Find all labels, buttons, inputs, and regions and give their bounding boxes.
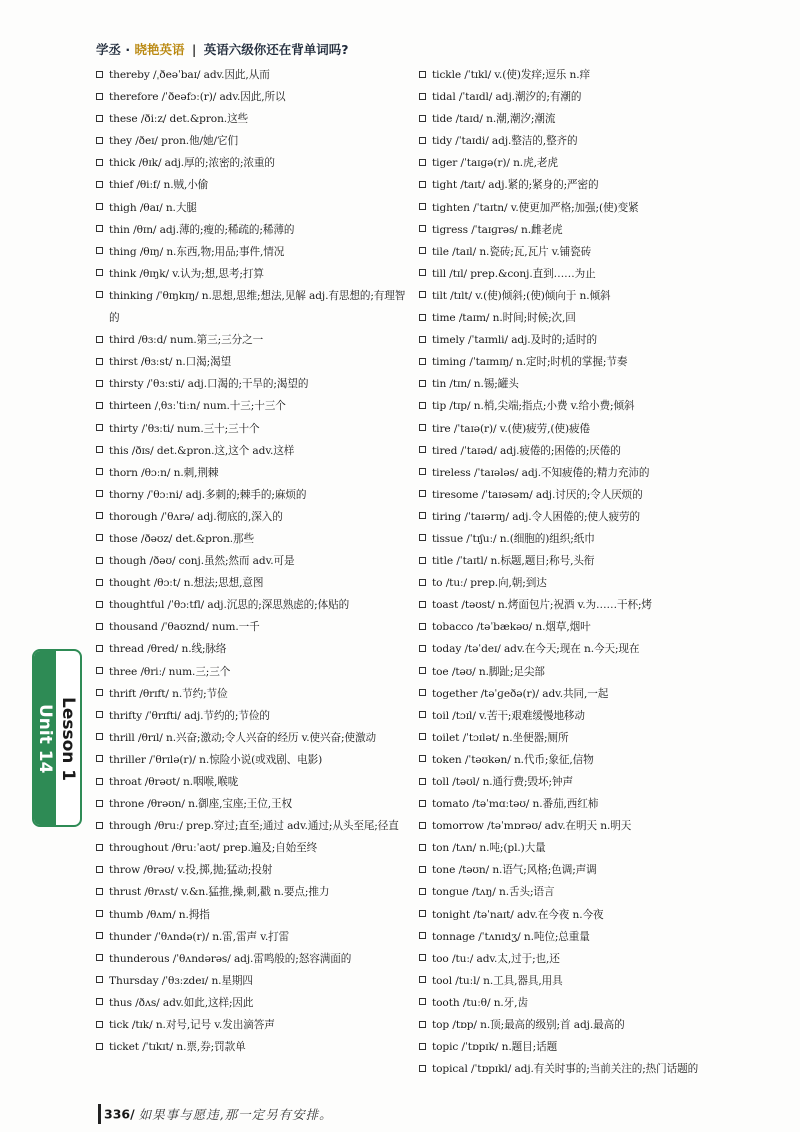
checkbox-icon[interactable]: [96, 1021, 103, 1028]
word-text: timing /ˈtaɪmɪŋ/ n.定时;时机的掌握;节奏: [432, 356, 628, 369]
word-text: thirteen /ˌθɜːˈtiːn/ num.十三;十三个: [109, 400, 286, 413]
word-text: tool /tuːl/ n.工具,器具,用具: [432, 974, 563, 987]
checkbox-icon[interactable]: [419, 733, 426, 740]
checkbox-icon[interactable]: [96, 490, 103, 497]
word-entry: [96, 594, 408, 616]
checkbox-icon[interactable]: [419, 1043, 426, 1050]
checkbox-icon[interactable]: [419, 557, 426, 564]
word-text: throughout /θruːˈaʊt/ prep.遍及;自始至终: [109, 842, 318, 855]
word-entry: [419, 1036, 749, 1058]
checkbox-icon[interactable]: [96, 446, 103, 453]
word-entry: [96, 638, 408, 660]
word-entry: [419, 616, 749, 638]
word-text: topical /ˈtɒpɪkl/ adj.有关时事的;当前关注的;热门话题的: [432, 1063, 699, 1076]
word-entry: [96, 837, 408, 859]
checkbox-icon[interactable]: [96, 534, 103, 541]
word-text: thigh /θaɪ/ n.大腿: [109, 201, 197, 214]
word-entry: [419, 859, 749, 881]
word-text: thunderous /ˈθʌndərəs/ adj.雷鸣般的;怒容满面的: [109, 952, 352, 965]
checkbox-icon[interactable]: [419, 314, 426, 321]
word-entry: [96, 506, 408, 528]
word-entry: [96, 992, 408, 1014]
word-text: tin /tɪn/ n.锡;罐头: [432, 378, 519, 391]
footer-rule: [98, 1104, 101, 1124]
checkbox-icon[interactable]: [96, 512, 103, 519]
checkbox-icon[interactable]: [96, 225, 103, 232]
word-text: tire /ˈtaɪə(r)/ v.(使)疲劳,(使)疲倦: [432, 422, 590, 435]
checkbox-icon[interactable]: [96, 800, 103, 807]
word-text: Thursday /ˈθɜːzdeɪ/ n.星期四: [109, 974, 253, 987]
word-entry: [96, 395, 408, 417]
word-entry: [419, 948, 749, 970]
checkbox-icon[interactable]: [96, 424, 103, 431]
word-entry: [419, 749, 749, 771]
word-text: through /θruː/ prep.穿过;直至;通过 adv.通过;从头至尾;径直: [109, 820, 399, 833]
checkbox-icon[interactable]: [96, 623, 103, 630]
word-entry: [96, 793, 408, 815]
checkbox-icon[interactable]: [96, 247, 103, 254]
word-text: toilet /ˈtɔɪlət/ n.坐便器;厕所: [432, 731, 569, 744]
checkbox-icon[interactable]: [96, 888, 103, 895]
checkbox-icon[interactable]: [96, 976, 103, 983]
checkbox-icon[interactable]: [419, 336, 426, 343]
checkbox-icon[interactable]: [419, 137, 426, 144]
word-text: thing /θɪŋ/ n.东西,物;用品;事件,情况: [109, 245, 285, 258]
word-entry: [419, 992, 749, 1014]
checkbox-icon[interactable]: [419, 667, 426, 674]
word-entry: [419, 130, 749, 152]
word-entry: [419, 638, 749, 660]
word-entry: [96, 572, 408, 594]
word-text: time /taɪm/ n.时间;时候;次,回: [432, 312, 576, 325]
checkbox-icon[interactable]: [96, 755, 103, 762]
word-text: to /tuː/ prep.向,朝;到达: [432, 577, 547, 590]
unit-label: Unit 14: [34, 651, 56, 825]
word-text: ton /tʌn/ n.吨;(pl.)大量: [432, 842, 546, 855]
word-entry: [96, 418, 408, 440]
word-text: thief /θiːf/ n.贼,小偷: [109, 179, 209, 192]
word-entry: [419, 174, 749, 196]
checkbox-icon[interactable]: [96, 115, 103, 122]
checkbox-icon[interactable]: [419, 247, 426, 254]
word-entry: [419, 307, 749, 329]
word-text: three /θriː/ num.三;三个: [109, 665, 231, 678]
word-text: they /ðeɪ/ pron.他/她/它们: [109, 135, 238, 148]
word-entry: [419, 484, 749, 506]
word-text: thought /θɔːt/ n.想法;思想,意图: [109, 577, 264, 590]
word-entry: [96, 528, 408, 550]
word-entry: [419, 197, 749, 219]
word-entry: [419, 705, 749, 727]
book-title: 英语六级你还在背单词吗?: [203, 42, 349, 57]
word-text: thirsty /ˈθɜːsti/ adj.口渴的;干旱的;渴望的: [109, 378, 309, 391]
word-entry: [419, 351, 749, 373]
page-header: [96, 40, 349, 58]
word-entry: [419, 373, 749, 395]
word-entry: [419, 418, 749, 440]
word-entry: [96, 815, 408, 837]
page-footer: [98, 1104, 333, 1124]
footer-motto: 如果事与愿违,那一定另有安排。: [138, 1107, 333, 1122]
word-entry: [96, 705, 408, 727]
word-entry: [96, 661, 408, 683]
word-entry: [419, 904, 749, 926]
word-entry: [96, 749, 408, 771]
word-entry: [96, 241, 408, 263]
word-entry: [419, 815, 749, 837]
checkbox-icon[interactable]: [96, 402, 103, 409]
word-text: third /θɜːd/ num.第三;三分之一: [109, 334, 264, 347]
checkbox-icon[interactable]: [419, 291, 426, 298]
checkbox-icon[interactable]: [96, 932, 103, 939]
checkbox-icon[interactable]: [419, 866, 426, 873]
word-entry: [96, 904, 408, 926]
word-text: tissue /ˈtɪʃuː/ n.(细胞的)组织;纸巾: [432, 532, 595, 545]
word-text: thriller /ˈθrɪlə(r)/ n.惊险小说(或戏剧、电影): [109, 753, 323, 766]
checkbox-icon[interactable]: [96, 844, 103, 851]
checkbox-icon[interactable]: [96, 159, 103, 166]
word-text: thumb /θʌm/ n.拇指: [109, 908, 210, 921]
word-text: therefore /ˈðeəfɔː(r)/ adv.因此,所以: [109, 91, 286, 104]
word-entry: [419, 1058, 749, 1080]
word-entry: [419, 86, 749, 108]
word-text: tile /taɪl/ n.瓷砖;瓦,瓦片 v.铺瓷砖: [432, 245, 592, 258]
checkbox-icon[interactable]: [419, 225, 426, 232]
word-entry: [419, 285, 749, 307]
word-text: tiring /ˈtaɪərɪŋ/ adj.令人困倦的;使人疲劳的: [432, 510, 640, 523]
word-text: tighten /ˈtaɪtn/ v.使更加严格;加强;(使)变紧: [432, 201, 639, 214]
checkbox-icon[interactable]: [419, 468, 426, 475]
word-entry: [96, 1014, 408, 1036]
word-entry: [96, 881, 408, 903]
word-text: tooth /tuːθ/ n.牙,齿: [432, 996, 528, 1009]
word-text: topic /ˈtɒpɪk/ n.题目;话题: [432, 1041, 558, 1054]
word-entry: [96, 373, 408, 395]
word-text: tidal /ˈtaɪdl/ adj.潮汐的;有潮的: [432, 91, 582, 104]
checkbox-icon[interactable]: [96, 137, 103, 144]
checkbox-icon[interactable]: [96, 291, 103, 298]
checkbox-icon[interactable]: [96, 358, 103, 365]
word-text: thrifty /ˈθrɪfti/ adj.节约的;节俭的: [109, 709, 270, 722]
word-text: thereby /ˌðeəˈbaɪ/ adv.因此,从而: [109, 69, 270, 81]
word-text: thorny /ˈθɔːni/ adj.多刺的;棘手的;麻烦的: [109, 488, 307, 501]
checkbox-icon[interactable]: [96, 71, 103, 78]
word-entry: [419, 506, 749, 528]
word-entry: [96, 440, 408, 462]
checkbox-icon[interactable]: [96, 468, 103, 475]
lesson-label: Lesson 1: [58, 696, 78, 782]
word-text: thoughtful /ˈθɔːtfl/ adj.沉思的;深思熟虑的;体贴的: [109, 599, 350, 612]
word-text: token /ˈtəʊkən/ n.代币;象征,信物: [432, 753, 594, 766]
word-entry: [419, 727, 749, 749]
word-entry: [96, 926, 408, 948]
checkbox-icon[interactable]: [419, 711, 426, 718]
word-text: thus /ðʌs/ adv.如此,这样;因此: [109, 996, 254, 1009]
checkbox-icon[interactable]: [96, 711, 103, 718]
checkbox-icon[interactable]: [96, 380, 103, 387]
checkbox-icon[interactable]: [96, 336, 103, 343]
checkbox-icon[interactable]: [419, 601, 426, 608]
word-text: thousand /ˈθaʊznd/ num.一千: [109, 621, 260, 634]
word-entry: [419, 395, 749, 417]
word-entry: [419, 152, 749, 174]
checkbox-icon[interactable]: [96, 689, 103, 696]
left-word-column: [96, 64, 408, 1058]
word-entry: [96, 484, 408, 506]
word-text: timely /ˈtaɪmli/ adj.及时的;适时的: [432, 334, 597, 347]
checkbox-icon[interactable]: [419, 380, 426, 387]
word-entry: [419, 329, 749, 351]
word-entry: [419, 462, 749, 484]
word-entry: [96, 152, 408, 174]
checkbox-icon[interactable]: [96, 998, 103, 1005]
unit-lesson-tab: [32, 649, 82, 827]
checkbox-icon[interactable]: [96, 579, 103, 586]
word-text: thread /θred/ n.线;脉络: [109, 643, 227, 656]
word-text: thin /θɪn/ adj.薄的;瘦的;稀疏的;稀薄的: [109, 223, 295, 236]
word-entry: [419, 263, 749, 285]
word-entry: [96, 1036, 408, 1058]
word-entry: [419, 970, 749, 992]
checkbox-icon[interactable]: [419, 269, 426, 276]
word-text: tireless /ˈtaɪələs/ adj.不知疲倦的;精力充沛的: [432, 466, 650, 479]
word-text: this /ðɪs/ det.&pron.这,这个 adv.这样: [109, 444, 295, 457]
checkbox-icon[interactable]: [419, 755, 426, 762]
checkbox-icon[interactable]: [419, 579, 426, 586]
checkbox-icon[interactable]: [96, 557, 103, 564]
word-text: tick /tɪk/ n.对号,记号 v.发出滴答声: [109, 1019, 275, 1032]
word-text: toast /təʊst/ n.烤面包片;祝酒 v.为……干杯;烤: [432, 599, 652, 612]
word-text: top /tɒp/ n.顶;最高的级别;首 adj.最高的: [432, 1019, 625, 1032]
checkbox-icon[interactable]: [419, 822, 426, 829]
word-entry: [96, 174, 408, 196]
word-entry: [419, 881, 749, 903]
word-text: tomorrow /təˈmɒrəʊ/ adv.在明天 n.明天: [432, 820, 632, 833]
checkbox-icon[interactable]: [419, 800, 426, 807]
word-text: ticket /ˈtɪkɪt/ n.票,券;罚款单: [109, 1041, 246, 1054]
word-text: thirst /θɜːst/ n.口渴;渴望: [109, 356, 232, 369]
word-entry: [96, 285, 408, 329]
word-text: thirty /ˈθɜːti/ num.三十;三十个: [109, 422, 260, 435]
checkbox-icon[interactable]: [96, 203, 103, 210]
word-entry: [96, 970, 408, 992]
checkbox-icon[interactable]: [96, 667, 103, 674]
word-entry: [96, 462, 408, 484]
word-text: thorough /ˈθʌrə/ adj.彻底的,深入的: [109, 510, 283, 523]
word-entry: [96, 329, 408, 351]
checkbox-icon[interactable]: [419, 534, 426, 541]
checkbox-icon[interactable]: [96, 866, 103, 873]
word-entry: [419, 440, 749, 462]
word-text: thick /θɪk/ adj.厚的;浓密的;浓重的: [109, 157, 275, 170]
word-text: tigress /ˈtaɪɡrəs/ n.雌老虎: [432, 223, 563, 236]
word-entry: [419, 219, 749, 241]
checkbox-icon[interactable]: [419, 1021, 426, 1028]
checkbox-icon[interactable]: [96, 645, 103, 652]
checkbox-icon[interactable]: [96, 1043, 103, 1050]
word-text: together /təˈɡeðə(r)/ adv.共同,一起: [432, 687, 609, 700]
word-text: tickle /ˈtɪkl/ v.(使)发痒;逗乐 n.痒: [432, 69, 591, 81]
word-entry: [419, 594, 749, 616]
word-text: tiresome /ˈtaɪəsəm/ adj.讨厌的;令人厌烦的: [432, 488, 643, 501]
word-entry: [419, 793, 749, 815]
word-text: title /ˈtaɪtl/ n.标题,题目;称号,头衔: [432, 555, 595, 568]
checkbox-icon[interactable]: [419, 689, 426, 696]
right-word-column: [419, 64, 749, 1080]
page-number: 336/: [104, 1106, 135, 1122]
word-entry: [96, 550, 408, 572]
word-text: thrill /θrɪl/ n.兴奋;激动;令人兴奋的经历 v.使兴奋;使激动: [109, 731, 376, 744]
word-text: tomato /təˈmɑːtəʊ/ n.番茄,西红柿: [432, 798, 599, 811]
word-text: too /tuː/ adv.太,过于;也,还: [432, 952, 560, 965]
checkbox-icon[interactable]: [419, 976, 426, 983]
checkbox-icon[interactable]: [96, 93, 103, 100]
word-text: these /ðiːz/ det.&pron.这些: [109, 113, 249, 126]
brand-name: 学丞: [96, 42, 122, 57]
checkbox-icon[interactable]: [419, 932, 426, 939]
checkbox-icon[interactable]: [419, 490, 426, 497]
word-text: though /ðəʊ/ conj.虽然;然而 adv.可是: [109, 555, 295, 568]
word-entry: [96, 351, 408, 373]
word-entry: [419, 64, 749, 86]
word-entry: [419, 241, 749, 263]
word-text: thrift /θrɪft/ n.节约;节俭: [109, 687, 228, 700]
word-text: toe /təʊ/ n.脚趾;足尖部: [432, 665, 545, 678]
checkbox-icon[interactable]: [96, 733, 103, 740]
word-entry: [96, 108, 408, 130]
word-text: tonight /təˈnaɪt/ adv.在今夜 n.今夜: [432, 908, 604, 921]
checkbox-icon[interactable]: [419, 424, 426, 431]
series-name: 晓艳英语: [134, 42, 185, 57]
checkbox-icon[interactable]: [419, 645, 426, 652]
checkbox-icon[interactable]: [96, 601, 103, 608]
checkbox-icon[interactable]: [419, 910, 426, 917]
word-text: tilt /tɪlt/ v.(使)倾斜;(使)倾向于 n.倾斜: [432, 289, 611, 302]
word-entry: [96, 616, 408, 638]
word-text: toil /tɔɪl/ v.苦干;艰难缓慢地移动: [432, 709, 585, 722]
word-text: tiger /ˈtaɪɡə(r)/ n.虎,老虎: [432, 157, 558, 170]
word-text: tip /tɪp/ n.梢,尖端;指点;小费 v.给小费;倾斜: [432, 400, 635, 413]
word-text: thunder /ˈθʌndə(r)/ n.雷,雷声 v.打雷: [109, 930, 290, 943]
header-divider: |: [191, 42, 197, 57]
word-entry: [96, 64, 408, 86]
word-entry: [96, 197, 408, 219]
word-entry: [96, 948, 408, 970]
word-entry: [96, 859, 408, 881]
word-text: tight /taɪt/ adj.紧的;紧身的;严密的: [432, 179, 599, 192]
word-entry: [419, 1014, 749, 1036]
word-text: thrust /θrʌst/ v.&n.猛推,操,刺,戳 n.要点;推力: [109, 886, 330, 899]
word-text: tide /taɪd/ n.潮,潮汐;潮流: [432, 113, 556, 126]
word-text: tired /ˈtaɪəd/ adj.疲倦的;困倦的;厌倦的: [432, 444, 621, 457]
checkbox-icon[interactable]: [419, 93, 426, 100]
checkbox-icon[interactable]: [419, 402, 426, 409]
word-entry: [419, 771, 749, 793]
checkbox-icon[interactable]: [419, 159, 426, 166]
word-text: thorn /θɔːn/ n.刺,荆棘: [109, 466, 219, 479]
word-entry: [96, 683, 408, 705]
checkbox-icon[interactable]: [419, 844, 426, 851]
word-text: thinking /ˈθɪŋkɪŋ/ n.思想,思维;想法,见解 adj.有思想的;有理智的: [109, 289, 406, 325]
word-text: throne /θrəʊn/ n.御座,宝座;王位,王权: [109, 798, 293, 811]
checkbox-icon[interactable]: [96, 910, 103, 917]
checkbox-icon[interactable]: [419, 71, 426, 78]
word-text: tongue /tʌŋ/ n.舌头;语言: [432, 886, 555, 899]
checkbox-icon[interactable]: [419, 446, 426, 453]
word-text: today /təˈdeɪ/ adv.在今天;现在 n.今天;现在: [432, 643, 640, 656]
checkbox-icon[interactable]: [419, 954, 426, 961]
checkbox-icon[interactable]: [96, 954, 103, 961]
brand-dot: ·: [125, 42, 131, 57]
word-entry: [96, 263, 408, 285]
word-text: till /tɪl/ prep.&conj.直到……为止: [432, 267, 596, 280]
checkbox-icon[interactable]: [419, 203, 426, 210]
word-entry: [419, 108, 749, 130]
word-entry: [419, 572, 749, 594]
word-text: throat /θrəʊt/ n.咽喉,喉咙: [109, 776, 239, 788]
word-entry: [96, 771, 408, 793]
checkbox-icon[interactable]: [419, 998, 426, 1005]
checkbox-icon[interactable]: [419, 115, 426, 122]
word-entry: [96, 219, 408, 241]
word-text: tone /təʊn/ n.语气;风格;色调;声调: [432, 864, 597, 877]
word-entry: [96, 86, 408, 108]
word-entry: [419, 528, 749, 550]
checkbox-icon[interactable]: [419, 888, 426, 895]
checkbox-icon[interactable]: [419, 1065, 426, 1072]
word-text: throw /θrəʊ/ v.投,掷,抛;猛动;投射: [109, 864, 273, 877]
word-entry: [96, 130, 408, 152]
checkbox-icon[interactable]: [96, 822, 103, 829]
checkbox-icon[interactable]: [96, 181, 103, 188]
word-text: tonnage /ˈtʌnɪdʒ/ n.吨位;总重量: [432, 930, 590, 943]
word-text: think /θɪŋk/ v.认为;想,思考;打算: [109, 267, 264, 280]
checkbox-icon[interactable]: [419, 181, 426, 188]
word-entry: [419, 550, 749, 572]
checkbox-icon[interactable]: [96, 269, 103, 276]
word-text: those /ðəʊz/ det.&pron.那些: [109, 532, 255, 545]
word-entry: [96, 727, 408, 749]
word-entry: [419, 661, 749, 683]
word-entry: [419, 683, 749, 705]
word-entry: [419, 837, 749, 859]
word-entry: [419, 926, 749, 948]
checkbox-icon[interactable]: [419, 512, 426, 519]
checkbox-icon[interactable]: [419, 623, 426, 630]
word-text: tobacco /təˈbækəʊ/ n.烟草,烟叶: [432, 621, 591, 634]
word-text: toll /təʊl/ n.通行费;毁坏;钟声: [432, 776, 573, 788]
checkbox-icon[interactable]: [419, 778, 426, 785]
word-text: tidy /ˈtaɪdi/ adj.整洁的,整齐的: [432, 135, 578, 148]
checkbox-icon[interactable]: [419, 358, 426, 365]
checkbox-icon[interactable]: [96, 778, 103, 785]
